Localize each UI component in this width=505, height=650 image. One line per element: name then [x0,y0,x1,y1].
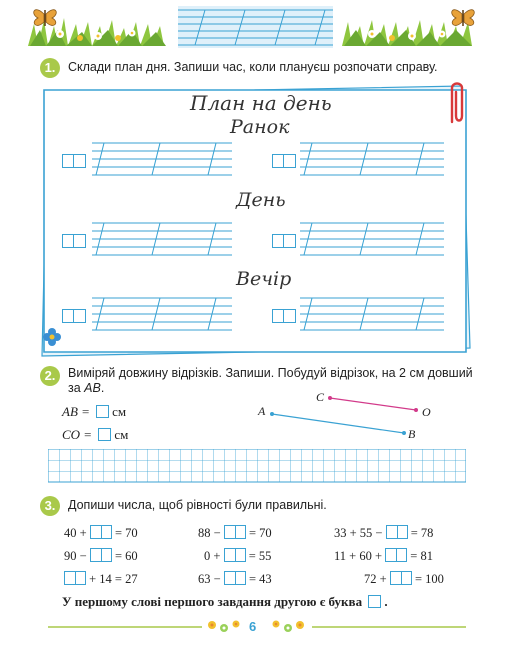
point-o-dot [414,408,418,412]
equation [364,571,444,587]
final-question [62,594,388,610]
page-number: 6 [249,619,257,634]
equation-left: 0 + [204,549,221,563]
equation-right: = 81 [410,549,433,563]
section-morning-label: Ранок [230,116,290,138]
measure-ab-name: AB = [62,404,94,419]
task3-number-badge: 3. [40,496,60,516]
equation-right: = 55 [248,549,272,563]
equation [334,548,433,564]
measure-ab-unit: см [112,404,127,419]
section-day-label: День [236,189,286,211]
answer-box[interactable] [390,571,412,585]
task2-line2-prefix: за [68,381,85,395]
equation-right: = 78 [410,526,434,540]
equation-left: 63 − [198,572,221,586]
point-b-dot [402,431,406,435]
answer-box[interactable] [64,571,86,585]
task2-instruction-line1: Виміряй довжину відрізків. Запиши. Побудуй відрізок, на 2 см довший [68,366,473,380]
segment-co [330,398,416,410]
final-question-text: У першому слові першого завдання другою є буква [62,594,363,609]
task3-instruction: Допиши числа, щоб рівності були правильні. [68,498,327,512]
task1-instruction: Склади план дня. Запиши час, коли плануєш розпочати справу. [68,60,438,74]
point-a-label: A [258,404,266,418]
answer-box[interactable] [224,525,246,539]
answer-box[interactable] [385,548,407,562]
final-question-end: . [384,594,388,609]
equation-right: = 70 [114,526,138,540]
task2-number-badge: 2. [40,366,60,386]
equation-left: 88 − [198,526,221,540]
plan-title: План на день [190,91,332,115]
grid-cells[interactable] [48,449,466,484]
equation-right: = 70 [248,526,272,540]
point-a-dot [270,412,274,416]
equation-left: 33 + 55 − [334,526,383,540]
equation-left: 11 + 60 + [334,549,383,563]
equation-right: = 60 [114,549,138,563]
equation [198,571,272,587]
answer-box[interactable] [368,595,381,608]
answer-box[interactable] [90,548,112,562]
equation [64,548,138,564]
section-evening-label: Вечір [236,268,292,290]
equation-left: 90 − [64,549,87,563]
task1-number-badge: 1. [40,58,60,78]
answer-box[interactable] [90,525,112,539]
point-c-dot [328,396,332,400]
answer-box[interactable] [224,548,246,562]
equation [198,525,272,541]
point-o-label: O [422,405,431,419]
equation [334,525,433,541]
task2-line2-suffix: . [100,381,105,395]
measure-co-name: CO = [62,427,96,442]
equation [64,571,138,587]
answer-box[interactable] [386,525,408,539]
equation-right: = 43 [248,572,272,586]
measure-co-unit: см [114,427,129,442]
flowers-right-icon [273,621,305,633]
equation-left: 72 + [364,572,387,586]
point-c-label: C [316,390,325,404]
equation [204,548,271,564]
equation-left: 40 + [64,526,87,540]
task2-line2-var: AB [84,381,101,395]
flowers-left-icon [208,621,240,633]
answer-box[interactable] [224,571,246,585]
equation [64,525,138,541]
equation-right: + 14 = 27 [89,572,138,586]
equation-right: = 100 [414,572,444,586]
point-b-label: B [408,427,416,441]
segment-ab [272,414,404,433]
